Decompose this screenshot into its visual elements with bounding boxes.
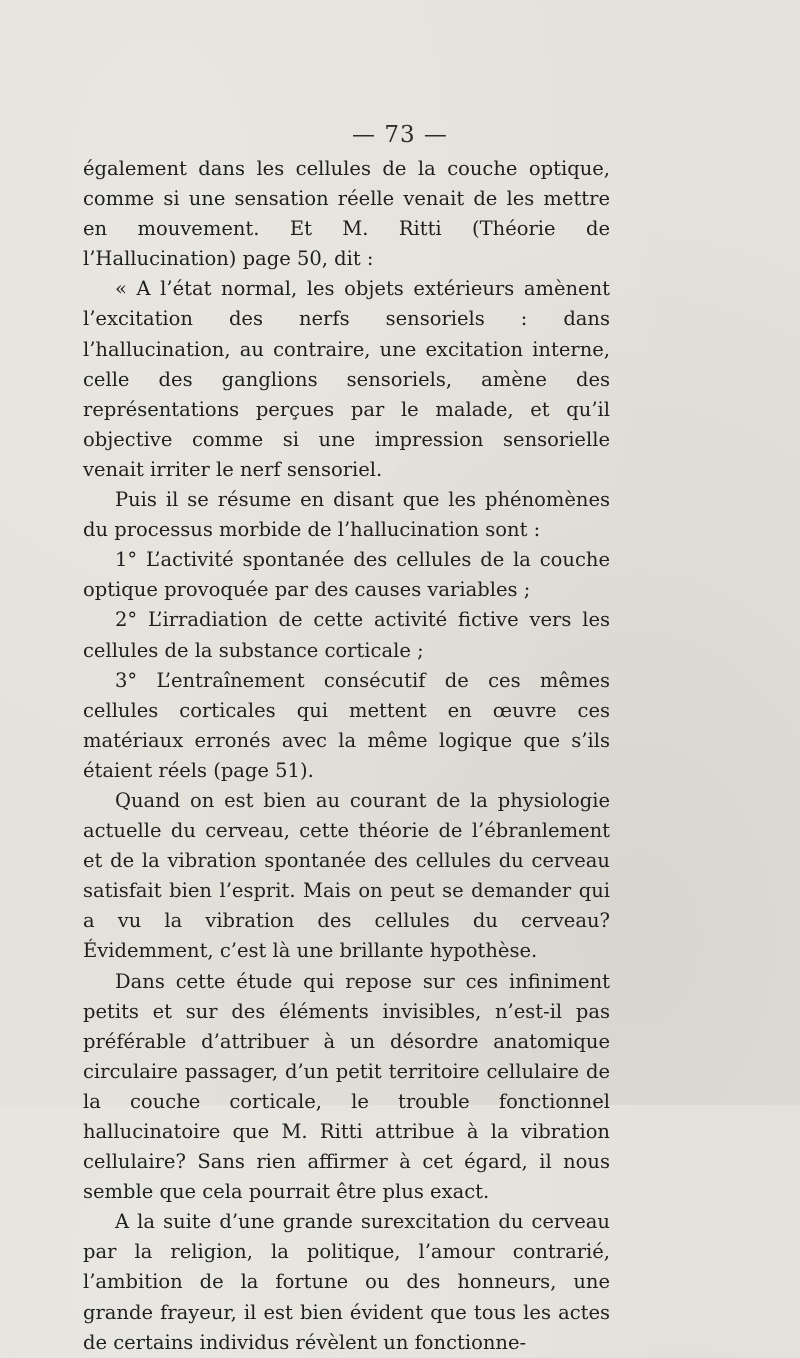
- page-number: — 73 —: [352, 122, 448, 148]
- body-text: [83, 154, 610, 1358]
- paragraph-continuation: également dans les cellules de la couche optique, comme si une sensation réelle venait de les mettre en mouvement. Et M. Ritti (Théorie de l’Hallucination) page 50, dit :: [83, 157, 610, 271]
- list-item-1: 1° L’activité spontanée des cellules de la couche optique provoquée par des causes variables ;: [83, 548, 610, 602]
- paragraph-summary: Puis il se résume en disant que les phénomènes du processus morbide de l’hallucination sont :: [83, 488, 610, 542]
- paragraph-quotation: « A l’état normal, les objets extérieurs amènent l’excitation des nerfs sensoriels : dans l’hallucination, au contraire, une excitation interne, celle des ganglions sensoriels, amène des représentations perçues par le malade, et qu’il objective comme si une impression sensorielle venait irriter le nerf sensoriel.: [83, 277, 610, 481]
- paragraph-study: Dans cette étude qui repose sur ces infiniment petits et sur des éléments invisibles, n’est-il pas préférable d’attribuer à un désordre anatomique circulaire passager, d’un petit territoire cellulaire de la couche corticale, le trouble fonctionnel hallucinatoire que M. Ritti attribue à la vibration cellulaire? Sans rien affirmer à cet égard, il nous semble que cela pourrait être plus exact.: [83, 969, 610, 1204]
- paragraph-physiology: Quand on est bien au courant de la physiologie actuelle du cerveau, cette théorie de l’ébranlement et de la vibration spontanée des cellules du cerveau satisfait bien l’esprit. Mais on peut se demander qui a vu la vibration des cellules du cerveau? Évidemment, c’est là une brillante hypothèse.: [83, 788, 610, 963]
- list-item-3: 3° L’entraînement consécutif de ces mêmes cellules corticales qui mettent en œuvre ces matériaux erronés avec la même logique que s’ils étaient réels (page 51).: [83, 668, 610, 782]
- list-item-2: 2° L’irradiation de cette activité fictive vers les cellules de la substance corticale ;: [83, 608, 610, 662]
- paragraph-surexcitation: A la suite d’une grande surexcitation du cerveau par la religion, la politique, l’amour contrarié, l’ambition de la fortune ou des honneurs, une grande frayeur, il est bien évident que tous les actes de certains individus révèlent un fonctionne-: [83, 1210, 610, 1354]
